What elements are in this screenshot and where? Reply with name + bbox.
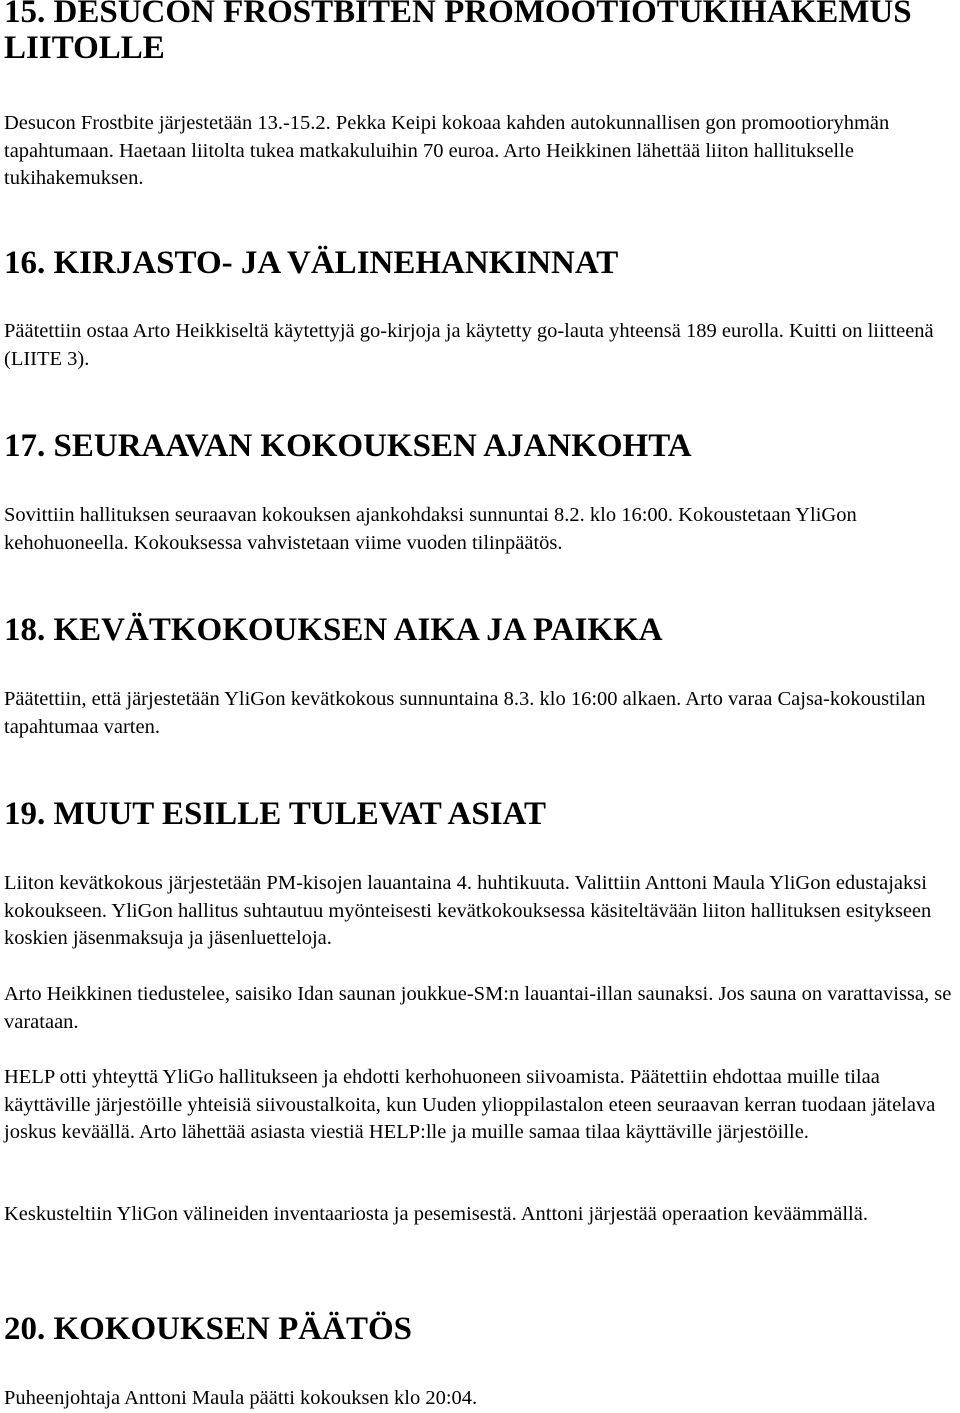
section-16-paragraph: Päätettiin ostaa Arto Heikkiseltä käytettyjä go-kirjoja ja käytetty go-lauta yhteensä 189 eurolla. Kuitti on liitteenä (LIITE 3). [4,320,934,370]
section-heading-20: 20. KOKOUKSEN PÄÄTÖS [4,1311,412,1347]
section-18-paragraph: Päätettiin, että järjestetään YliGon kevätkokous sunnuntaina 8.3. klo 16:00 alkaen. Arto varaa Cajsa-kokoustilan tapahtumaa varten. [4,688,926,738]
section-17-paragraph: Sovittiin hallituksen seuraavan kokouksen ajankohdaksi sunnuntai 8.2. klo 16:00. Kokoustetaan YliGon kehohuoneella. Kokouksessa vahvistetaan viime vuoden tilinpäätös. [4,504,857,554]
section-19-paragraph-1: Liiton kevätkokous järjestetään PM-kisojen lauantaina 4. huhtikuuta. Valittiin Anttoni Maula YliGon edustajaksi kokoukseen. YliGon hallitus suhtautuu myönteisesti kevätkokouksessa käsiteltävään liiton hallituksen esitykseen koskien jäsenmaksuja ja jäsenluetteloja. [4,872,932,950]
section-15-paragraph: Desucon Frostbite järjestetään 13.-15.2. Pekka Keipi kokoaa kahden autokunnallisen gon promootioryhmän tapahtumaan. Haetaan liitolta tukea matkakuluihin 70 euroa. Arto Heikkinen lähettää liiton hallitukselle tukihakemuksen. [4,112,890,190]
section-heading-18: 18. KEVÄTKOKOUKSEN AIKA JA PAIKKA [4,612,663,648]
section-heading-19: 19. MUUT ESILLE TULEVAT ASIAT [4,796,546,832]
section-heading-17: 17. SEURAAVAN KOKOUKSEN AJANKOHTA [4,428,692,464]
section-20-paragraph: Puheenjohtaja Anttoni Maula päätti kokouksen klo 20:04. [4,1387,478,1409]
section-heading-16: 16. KIRJASTO- JA VÄLINEHANKINNAT [4,245,619,281]
section-heading-15: 15. DESUCON FROSTBITEN PROMOOTIOTUKIHAKEMUS LIITOLLE [4,0,912,66]
section-19-paragraph-3: HELP otti yhteyttä YliGo hallitukseen ja ehdotti kerhohuoneen siivoamista. Päätettiin ehdottaa muille tilaa käyttäville järjestöille yhteisiä siivoustalkoita, kun Uuden ylioppilastalon eteen seuraavan kerran tuodaan jätelava joskus keväällä. Arto lähettää asiasta viestiä HELP:lle ja muille samaa tilaa käyttäville järjestöille. [4,1066,936,1144]
section-19-paragraph-2: Arto Heikkinen tiedustelee, saisiko Idan saunan joukkue-SM:n lauantai-illan saunaksi. Jos sauna on varattavissa, se varataan. [4,983,952,1033]
section-19-paragraph-4: Keskusteltiin YliGon välineiden inventaariosta ja pesemisestä. Anttoni järjestää operaation keväämmällä. [4,1203,868,1225]
